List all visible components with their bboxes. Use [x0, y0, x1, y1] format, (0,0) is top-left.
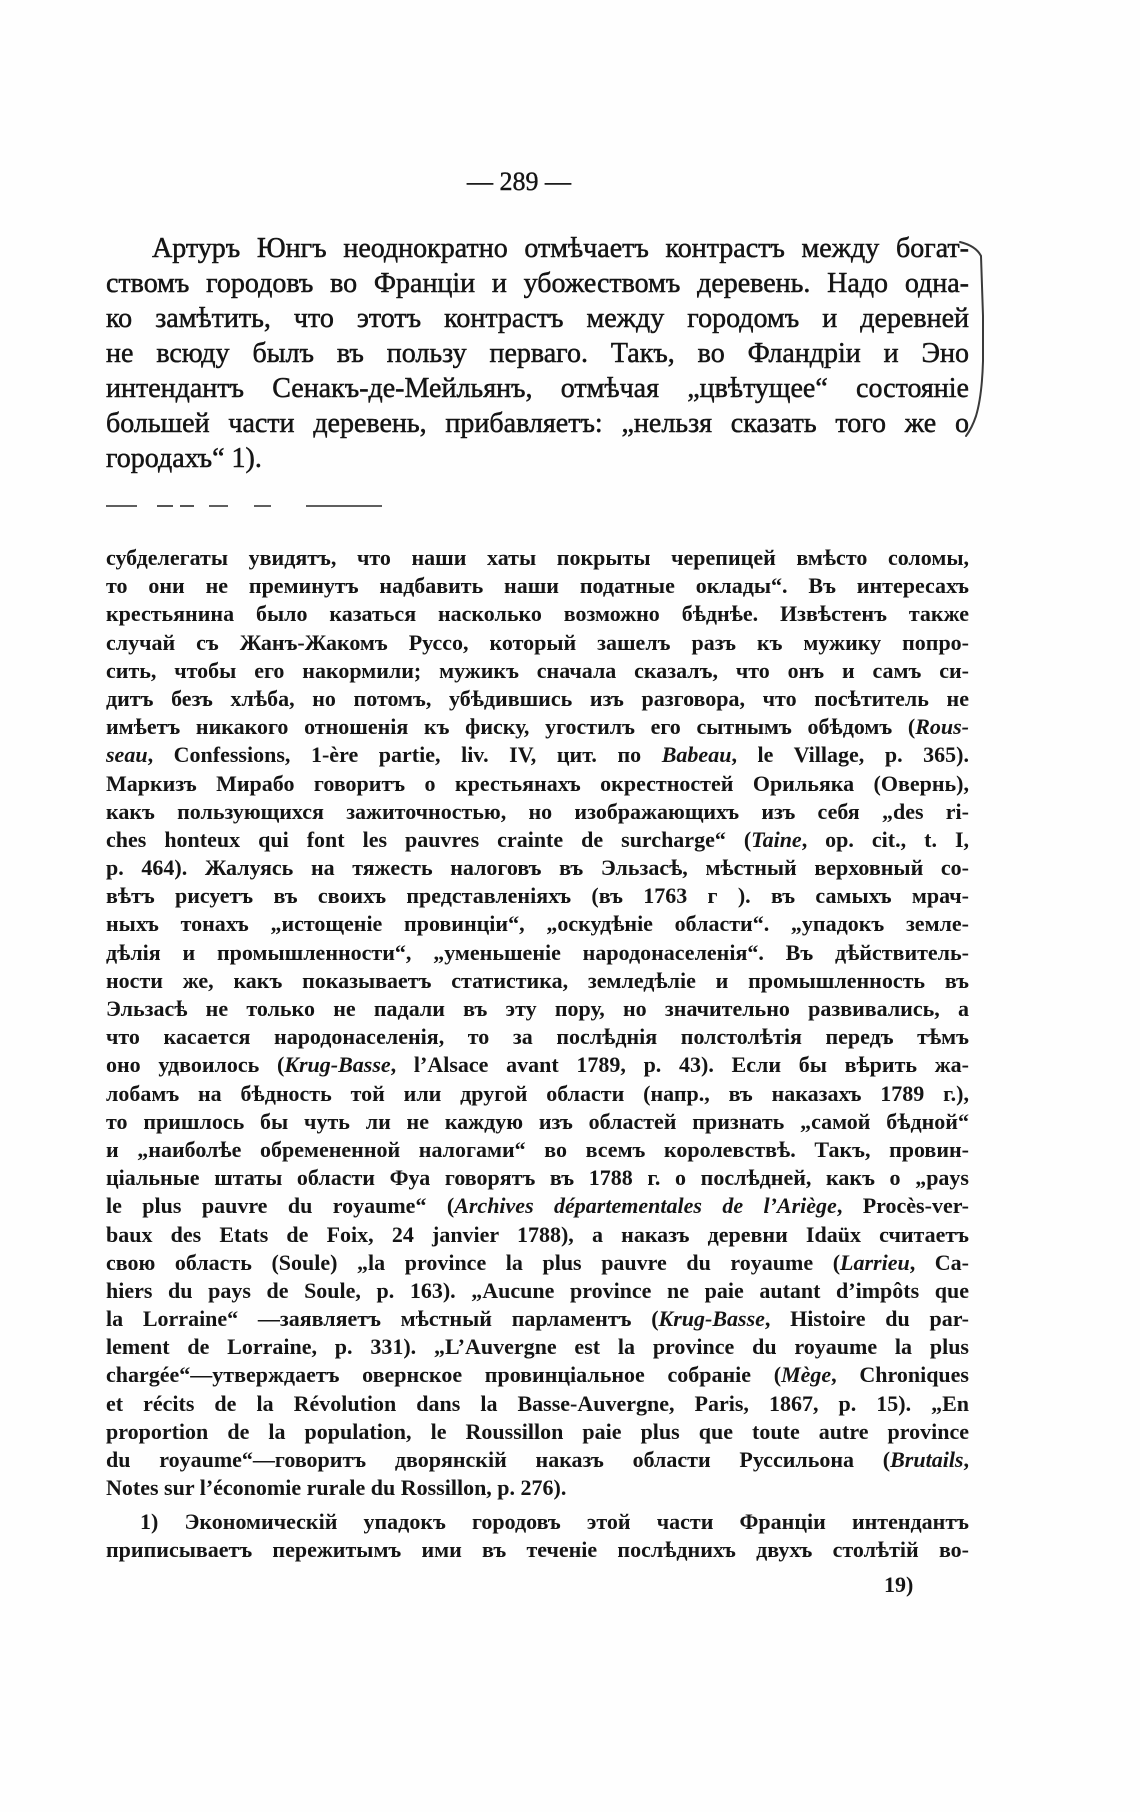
text-segment: лобамъ на бѣдность той или другой области (напр., въ наказахъ 1789 г.),	[106, 1080, 969, 1106]
text-line	[106, 770, 969, 798]
text-segment: , l’Alsace avant 1789, p. 43). Если бы вѣрить жа-	[390, 1052, 969, 1078]
text-line	[106, 1249, 969, 1277]
text-line	[106, 882, 969, 910]
text-segment: Notes sur l’économie rurale du Rossillon, p. 276).	[106, 1475, 567, 1501]
text-line	[106, 741, 969, 769]
text-line	[106, 826, 969, 854]
italic-citation: Archives départementales de l’Ariège	[454, 1193, 837, 1219]
text-segment: la Lorraine“ —заявляетъ мѣстный парламентъ (	[106, 1306, 659, 1332]
footnote-continuation	[106, 544, 969, 1502]
text-segment: не всюду былъ въ пользу перваго. Такъ, во Фландріи и Эно	[106, 338, 969, 369]
text-line	[106, 1277, 969, 1305]
italic-citation: Larrieu	[840, 1249, 910, 1275]
text-segment: , op. cit., t. I,	[801, 826, 969, 852]
text-segment: ствомъ городовъ во Франціи и убожествомъ деревень. Надо одна-	[106, 268, 969, 299]
text-segment: городахъ“ 1).	[106, 443, 262, 474]
text-segment: Артуръ Юнгъ неоднократно отмѣчаетъ контрастъ между богат-	[152, 233, 969, 264]
text-segment: интендантъ Сенакъ-де-Мейльянъ, отмѣчая „цвѣтущее“ состояніе	[106, 373, 969, 404]
text-segment: большей части деревень, прибавляетъ: „нельзя сказать того же о	[106, 408, 969, 439]
text-line	[106, 1080, 969, 1108]
text-line	[106, 544, 969, 572]
text-segment: крестьянина было казаться насколько возможно бѣднѣе. Извѣстенъ также	[106, 601, 969, 627]
text-line	[106, 1023, 969, 1051]
text-segment: то пришлось бы чуть ли не каждую изъ областей признать „самой бѣдной“	[106, 1108, 969, 1134]
text-line	[106, 1418, 969, 1446]
text-line	[106, 1446, 969, 1474]
text-segment: дѣлія и промышленности“, „уменьшеніе народонаселенія“. Въ дѣйствитель-	[106, 939, 969, 965]
text-segment: Маркизъ Мирабо говоритъ о крестьянахъ окрестностей Орильяка (Овернь),	[106, 770, 969, 796]
text-segment: , Chroniques	[831, 1362, 969, 1388]
text-line	[106, 967, 969, 995]
text-segment: proportion de la population, le Roussillon paie plus que toute autre province	[106, 1418, 969, 1444]
italic-citation: Krug-Basse	[284, 1052, 391, 1078]
text-line	[106, 685, 969, 713]
text-segment: имѣетъ никакого отношенія къ фиску, угостилъ его сытнымъ обѣдомъ (	[106, 714, 916, 740]
text-segment: сить, чтобы его накормили; мужикъ сначала сказалъ, что онъ и самъ си-	[106, 657, 969, 683]
text-line	[106, 1108, 969, 1136]
text-line	[106, 336, 969, 371]
text-segment: , Histoire du par-	[764, 1306, 969, 1332]
italic-citation: Krug-Basse	[658, 1306, 765, 1332]
italic-citation: Rous-	[915, 714, 969, 740]
text-line	[106, 600, 969, 628]
footnote-separator	[100, 500, 390, 512]
text-line	[106, 1305, 969, 1333]
text-line	[106, 1474, 969, 1502]
text-segment: приписываетъ пережитымъ ими въ теченіе послѣднихъ двухъ столѣтій во-	[106, 1537, 969, 1562]
text-segment: , Ca-	[909, 1249, 969, 1275]
text-line	[106, 657, 969, 685]
text-segment: 1) Экономическій упадокъ городовъ этой части Франціи интендантъ	[140, 1509, 969, 1534]
text-segment: , le Village, p. 365).	[731, 742, 970, 768]
text-segment: ко замѣтить, что этотъ контрастъ между городомъ и деревней	[106, 303, 969, 334]
text-line	[106, 266, 969, 301]
text-line	[106, 1508, 969, 1536]
text-segment: то они не преминутъ надбавить наши податные оклады“. Въ интересахъ	[106, 573, 969, 599]
italic-citation: Babeau	[661, 742, 732, 768]
text-segment: p. 464). Жалуясь на тяжесть налоговъ въ Эльзасѣ, мѣстный верховный со-	[106, 855, 969, 881]
text-line	[106, 798, 969, 826]
margin-bracket-mark	[950, 236, 995, 446]
text-segment: ціальные штаты области Фуа говорятъ въ 1788 г. о послѣдней, какъ о „pays	[106, 1165, 969, 1191]
italic-citation: Taine	[751, 826, 802, 852]
text-segment: что касается народонаселенія, то за послѣднія полстолѣтія передъ тѣмъ	[106, 1024, 969, 1050]
text-segment: вѣтъ рисуетъ въ своихъ представленіяхъ (въ 1763 г ). въ самыхъ мрач-	[106, 883, 969, 909]
text-line	[106, 371, 969, 406]
text-line	[106, 854, 969, 882]
text-segment: дитъ безъ хлѣба, но потомъ, убѣдившись изъ разговора, что посѣтитель не	[106, 685, 969, 711]
italic-citation: Mège	[781, 1362, 832, 1388]
page-number: — 289 —	[467, 167, 571, 196]
text-line	[106, 1164, 969, 1192]
text-segment: ности же, какъ показываетъ статистика, земледѣліе и промышленность въ	[106, 967, 969, 993]
footnote-1	[106, 1508, 969, 1564]
text-segment: , Procès-ver-	[836, 1193, 969, 1219]
text-segment: lement de Lorraine, p. 331). „L’Auvergne est la province du royaume la plus	[106, 1334, 969, 1360]
text-segment: какъ пользующихся зажиточностью, но изображающихъ изъ себя „des ri-	[106, 798, 969, 824]
text-line	[106, 713, 969, 741]
main-paragraph	[106, 231, 969, 476]
text-line	[106, 939, 969, 967]
text-line	[106, 1192, 969, 1220]
text-line	[106, 1390, 969, 1418]
text-segment: субделегаты увидятъ, что наши хаты покрыты черепицей вмѣсто соломы,	[106, 545, 969, 570]
text-line	[106, 1051, 969, 1079]
text-segment: baux des Etats de Foix, 24 janvier 1788), а наказъ деревни Idaüx считаетъ	[106, 1221, 969, 1247]
text-line	[106, 1221, 969, 1249]
text-segment: свою область (Soule) „la province la plus pauvre du royaume (	[106, 1249, 841, 1275]
text-line	[106, 406, 969, 441]
text-segment: Эльзасѣ не только не падали въ эту пору, но значительно развивались, а	[106, 996, 969, 1021]
text-segment: , Confessions, 1-ère partie, liv. IV, цит. по	[147, 742, 662, 768]
text-line	[106, 910, 969, 938]
text-line	[106, 1136, 969, 1164]
text-line	[106, 572, 969, 600]
text-line	[106, 1536, 969, 1564]
text-segment: du royaume“—говоритъ дворянскій наказъ области Руссильона (	[106, 1447, 891, 1472]
text-segment: оно удвоилось (	[106, 1052, 285, 1078]
text-line	[106, 995, 969, 1023]
text-segment: случай съ Жанъ-Жакомъ Руссо, который зашелъ разъ къ мужику попро-	[106, 629, 969, 655]
text-segment: ,	[963, 1447, 969, 1472]
text-segment: ches honteux qui font les pauvres crainte de surcharge“ (	[106, 826, 752, 852]
italic-citation: seau	[106, 742, 148, 768]
text-segment: и „наиболѣе обремененной налогами“ во всемъ королевствѣ. Такъ, провин-	[106, 1136, 969, 1162]
signature-mark: 19)	[884, 1572, 914, 1597]
text-segment: le plus pauvre du royaume“ (	[106, 1193, 455, 1219]
text-line	[106, 301, 969, 336]
text-line	[106, 629, 969, 657]
text-segment: chargée“—утверждаетъ овернское провинціальное собраніе (	[106, 1362, 782, 1388]
text-line	[106, 1361, 969, 1389]
text-line	[106, 441, 969, 476]
text-segment: et récits de la Révolution dans la Basse-Auvergne, Paris, 1867, p. 15). „En	[106, 1390, 969, 1416]
text-segment: hiers du pays de Soule, p. 163). „Aucune province ne paie autant d’impôts que	[106, 1277, 969, 1303]
text-line	[106, 231, 969, 266]
italic-citation: Brutails	[890, 1447, 964, 1472]
text-segment: ныхъ тонахъ „истощеніе провинціи“, „оскудѣніе области“. „упадокъ земле-	[106, 911, 969, 937]
text-line	[106, 1333, 969, 1361]
